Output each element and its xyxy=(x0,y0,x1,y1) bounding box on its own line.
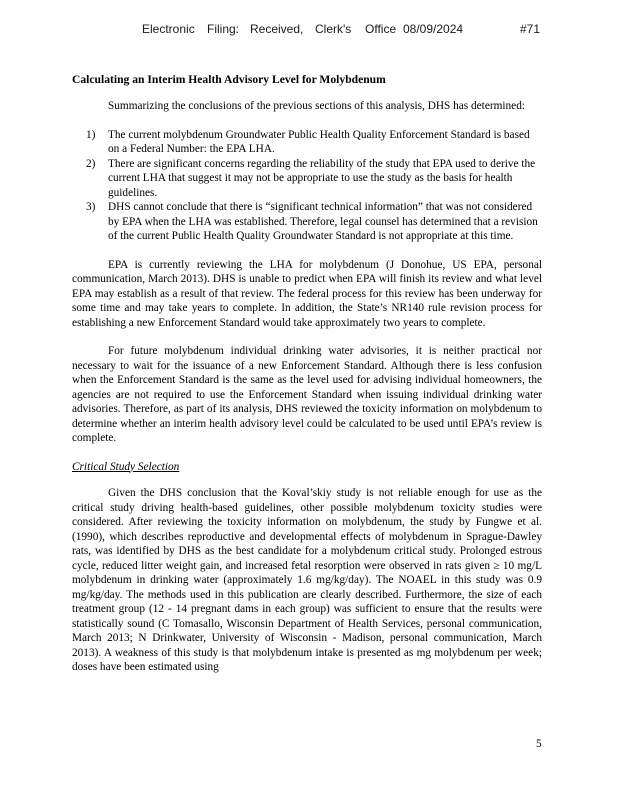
list-item xyxy=(72,157,542,201)
list-item-text: The current molybdenum Groundwater Public Health Quality Enforcement Standard is based on a Federal Number: the EPA LHA. xyxy=(108,128,530,155)
conclusions-list xyxy=(72,128,542,244)
stamp-date: 08/09/2024 xyxy=(403,22,464,36)
intro-paragraph: Summarizing the conclusions of the previous sections of this analysis, DHS has determined: xyxy=(108,100,525,112)
list-item-text: DHS cannot conclude that there is “significant technical information” that was not considered by EPA when the LHA was established. Therefore, legal counsel has determined that a revision of the current Public Health Quality Groundwater Standard is not appropriate at this time. xyxy=(108,201,538,242)
list-item-text: There are significant concerns regarding the reliability of the study that EPA used to derive the current LHA that suggest it may not be appropriate to use the study as the basis for health guidelines. xyxy=(108,157,536,199)
document-page xyxy=(72,72,542,689)
epa-review-paragraph: EPA is currently reviewing the LHA for molybdenum (J Donohue, US EPA, personal communication, March 2013). DHS is unable to predict when EPA will finish its review and what level EPA may establish as a result of that review. The federal process for this review has been underway for some time and may take years to complete. In addition, the State’s NR140 rule revision process for establishing a new Enforcement Standard would take approximately two years to complete. xyxy=(72,258,542,329)
list-item xyxy=(72,200,542,244)
stamp-received: Received, xyxy=(250,22,304,36)
list-item xyxy=(72,128,542,157)
stamp-clerks: Clerk's xyxy=(315,22,352,36)
page-number: 5 xyxy=(536,738,542,750)
stamp-electronic: Electronic xyxy=(142,22,195,36)
list-item-number: 3) xyxy=(86,201,96,213)
future-advisories-paragraph: For future molybdenum individual drinking water advisories, it is neither practical nor necessary to wait for the issuance of a new Enforcement Standard. Although there is less confusion when the Enforcement Standard is the same as the level used for advising individual homeowners, the agencies are not required to use the Enforcement Standard when issuing individual drinking water advisories. Therefore, as part of its analysis, DHS reviewed the toxicity information on molybdenum to determine whether an interim health advisory level could be calculated to be used until EPA’s review is complete. xyxy=(72,345,542,444)
stamp-office: Office xyxy=(365,22,397,36)
filing-stamp-header xyxy=(0,20,618,38)
list-item-number: 1) xyxy=(86,128,96,141)
section-title: Calculating an Interim Health Advisory Level for Molybdenum xyxy=(72,73,386,86)
stamp-number: #71 xyxy=(520,22,541,36)
critical-study-subheading: Critical Study Selection xyxy=(72,460,180,473)
critical-study-paragraph: Given the DHS conclusion that the Koval’skiy study is not reliable enough for use as the critical study driving health-based guidelines, other possible molybdenum toxicity studies were considered. After reviewing the toxicity information on molybdenum, the study by Fungwe et al. (1990), which describes reproductive and developmental effects of molybdenum in Sprague-Dawley rats, was identified by DHS as the best candidate for a molybdenum critical study. Prolonged estrous cycle, reduced litter weight gain, and increased fetal resorption were observed in rats given ≥ 10 mg/L molybdenum in drinking water (approximately 1.6 mg/kg/day). The NOAEL in this study was 0.9 mg/kg/day. The methods used in this publication are clearly described. Furthermore, the size of each treatment group (12 - 14 pregnant dams in each group) was sufficient to ensure that the results were statistically sound (C Tomasallo, Wisconsin Department of Health Services, personal communication, March 2013; N Drinkwater, University of Wisconsin - Madison, personal communication, March 2013). A weakness of this study is that molybdenum intake is presented as mg molybdenum per week; doses have been estimated using xyxy=(72,487,542,673)
list-item-number: 2) xyxy=(86,157,96,170)
stamp-filing: Filing: xyxy=(207,22,240,36)
